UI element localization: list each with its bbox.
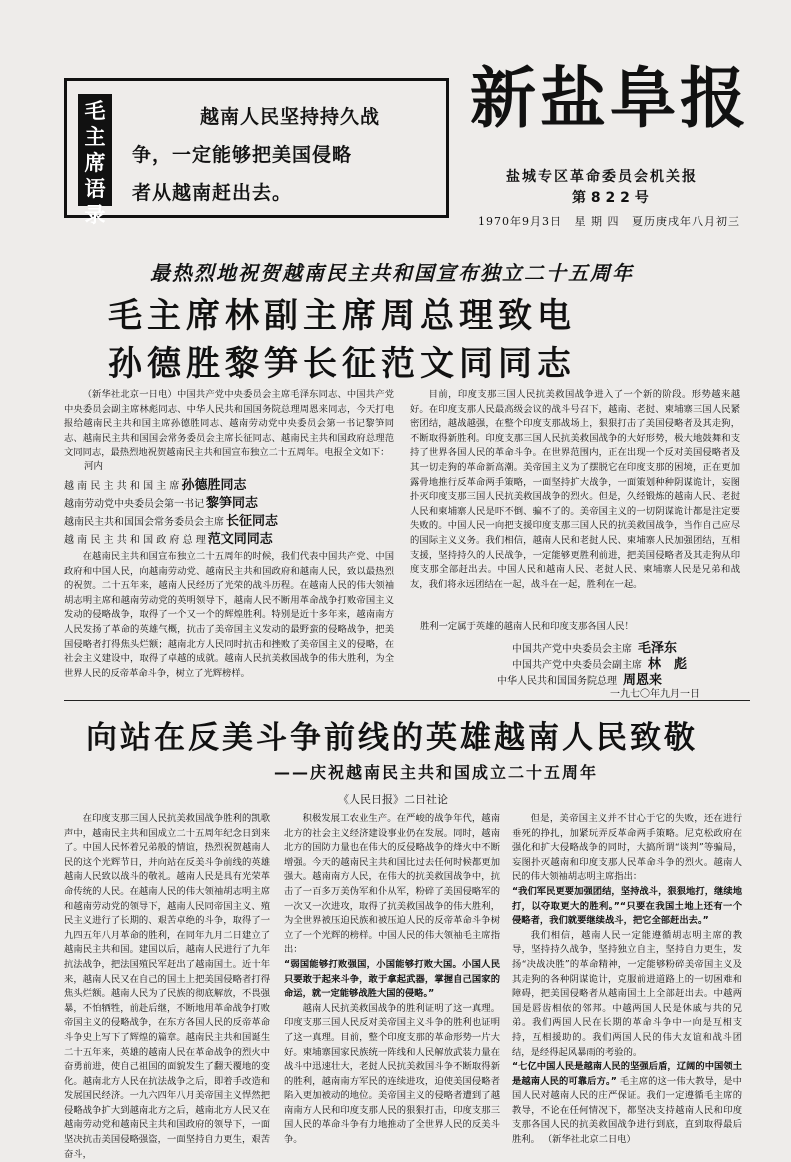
editorial-column-3: 但是，美帝国主义并不甘心于它的失败，还在进行垂死的挣扎，加紧玩弄反革命两手策略。尼克松政府在强化和扩大侵略战争的同时，大搞所谓“谈判”等骗局，妄图扑灭越南和印度支那人民革命斗争的烈火。越南人民的伟大领袖胡志明主席指出： “我们军民更要加强团结，坚持战斗，狠狠地打，继续地打，以夺取更大的胜利。”“只要在我国土地上还有一个侵略者，我们就要继续战斗，把它全部赶出去。” 我们相信，越南人民一定能遵循胡志明主席的教导，坚持持久战争，坚持独立自主，坚持自力更生，发扬“决战决胜”的革命精神，一定能够粉碎美帝国主义及其走狗的各种阴谋诡计，克服前进道路上的一切困难和障碍，把美国侵略者从越南国土上全部赶出去。中越两国是唇齿相依的邻邦。中越两国人民是休戚与共的兄弟。我们两国人民在长期的革命斗争中一向是互相支持，互相援助的。我们两国人民的伟大友谊和战斗团结，是经得起风暴雨的考验的。 “七亿中国人民是越南人民的坚强后盾，辽阔的中国领土是越南人民的可靠后方。” 毛主席的这一伟大教导，是中国人民对越南人民的庄严保证。我们一定遵循毛主席的教导，不论在任何情况下，都坚决支持越南人民和印度支那各国人民的抗美救国战争进行到底，直到取得最后胜利。 （新华社北京二日电） — [512, 813, 742, 1146]
editorial-subtitle: ——庆祝越南民主共和国成立二十五周年 — [274, 763, 599, 782]
addressee-name: 孙德胜同志 — [181, 478, 247, 493]
addressee-name: 长征同志 — [226, 514, 279, 529]
telegram-lead: （新华社北京一日电）中国共产党中央委员会主席毛泽东同志、中国共产党中央委员会副主席林彪同志、中华人民共和国国务院总理周恩来同志，今天打电报给越南民主共和国主席孙德胜同志、越南劳动党中央委员会第一书记黎笋同志、越南民主共和国国会常务委员会主席长征同志、越南民主共和国政府总理范文同同志，最热烈地祝贺越南民主共和国宣布独立二十五周年。电报全文如下： — [64, 389, 394, 459]
telegram-body-left: 在越南民主共和国宣布独立二十五周年的时候，我们代表中国共产党、中国政府和中国人民，向越南劳动党、越南民主共和国政府和越南人民，致以最热烈的祝贺。二十五年来，越南人民经历了光荣的战斗历程。在越南人民的伟大领袖胡志明主席和越南劳动党的英明领导下，越南人民不断用革命战争打败帝国主义发动的侵略战争，取得了一个又一个的辉煌胜利。特别是近十多年来，越南南方人民发扬了革命的英雄气概，抗击了美帝国主义发动的最野蛮的侵略战争，把美国侵略者打得焦头烂额；越南北方人民同时抗击和挫败了美帝国主义的侵略，在社会主义建设中，取得了卓越的成就。越南人民抗美救国战争的伟大胜利，为全世界人民的反帝革命斗争，树立了光辉榜样。 — [64, 551, 394, 679]
date-line — [478, 213, 748, 229]
signatory-name: 周恩来 — [623, 673, 663, 688]
lunar-date: 夏历庚戌年八月初三 — [632, 215, 740, 228]
editorial-byline: 《人民日报》二日社论 — [338, 793, 448, 806]
news-source: （新华社北京二日电） — [542, 1134, 636, 1146]
weekday: 星 期 四 — [574, 215, 620, 228]
telegram-to: 河内 — [84, 461, 104, 472]
editorial-title: 向站在反美斗争前线的英雄越南人民致敬 — [86, 720, 698, 756]
editorial-column-2: 积极发展工农业生产。在严峻的战争年代，越南北方的社会主义经济建设事业仍在发展。同时，越南北方的国防力量也在伟大的反侵略战争的烽火中不断增强。今天的越南民主共和国比过去任何时候都更加强大。越南南方人民，在伟大的抗美救国战争中，抗击了一百多万美伪军和仆从军，粉碎了美国侵略军的一次又一次进攻，取得了抗美救国战争的伟大胜利，为全世界被压迫民族和被压迫人民的反帝革命斗争树立了一个光辉的榜样。中国人民的伟大领袖毛主席指出： “弱国能够打败强国，小国能够打败大国。小国人民只要敢于起来斗争，敢于拿起武器，掌握自己国家的命运，就一定能够战胜大国的侵略。” 越南人民抗美救国战争的胜利证明了这一真理。印度支那三国人民反对美帝国主义斗争的胜利也证明了这一真理。目前，整个印度支那的革命形势一片大好。柬埔寨国家民族统一阵线和人民解放武装力量在战斗中迅速壮大，老挝人民抗美救国斗争不断取得新的胜利，越南南方军民的连续进攻，迫使美国侵略者陷入更加被动的地位。美帝国主义的侵略者遭到了越南南方人民和印度支那人民的狠狠打击，印度支那三国人民的革命斗争有力地推动了全世界人民的反美斗争。 — [284, 813, 500, 1146]
signatory-name: 林 彪 — [648, 657, 688, 672]
telegram-closing: 胜利一定属于英雄的越南人民和印度支那各国人民！ — [420, 621, 634, 632]
addressee-row: 越 南 民 主 共 和 国 政 府 总 理 范文同同志 — [64, 532, 273, 547]
newspaper-title: 新盐阜报 — [470, 60, 750, 137]
issue-number: 第 8 2 2 号 — [572, 190, 649, 206]
mao-quote: “弱国能够打败强国，小国能够打败大国。小国人民只要敢于起来斗争，敢于拿起武器，掌握自己国家的命运，就一定能够战胜大国的侵略。” — [284, 958, 500, 1000]
signatory-row: 中华人民共和国国务院总理 周恩来 — [497, 673, 663, 688]
chairman-quote: 越南人民坚持持久战 争，一定能够把美国侵略 者从越南赶出去。 — [132, 106, 381, 204]
ho-chi-minh-quote: “我们军民更要加强团结，坚持战斗，狠狠地打，继续地打，以夺取更大的胜利。”“只要在我国土地上还有一个侵略者，我们就要继续战斗，把它全部赶出去。” — [512, 885, 742, 927]
addressee-row: 越南民主共和国国会常务委员会主席 长征同志 — [64, 514, 279, 529]
quotation-label: 毛 主 席 语 录 — [78, 94, 112, 206]
editorial-column-1: 在印度支那三国人民抗美救国战争胜利的凯歌声中，越南民主共和国成立二十五周年纪念日到来了。中国人民怀着兄弟般的情谊，热烈祝贺越南人民的这个光辉节日，并向站在反美斗争前线的英雄越南人民致以战斗的敬礼。越南人民是具有光荣革命传统的人民。在越南人民的伟大领袖胡志明主席和越南劳动党的领导下，越南人民同帝国主义、殖民主义进行了长期的、艰苦卓绝的斗争，取得了一九四五年八月革命的胜利，在同年九月二日建立了越南民主共和国。建国以后，越南人民进行了九年抗法战争，把法国殖民军赶出了越南国土。近十年来，越南人民又在自己的国土上把美国侵略者打得焦头烂额。越南人民为了民族的彻底解放，不畏强暴，不怕牺牲，前赴后继，不断地用革命战争打败帝国主义的侵略战争，在东方各国人民的反帝革命斗争史上写下了辉煌的篇章。越南民主共和国诞生二十五年来，英雄的越南人民在革命战争的烈火中奋勇前进，使自己祖国的面貌发生了翻天覆地的变化。越南北方人民在抗法战争之后，即着手改造和发展国民经济。一九六四年八月美帝国主义悍然把侵略战争扩大到越南北方之后，越南北方人民又在越南劳动党和越南民主共和国政府的领导下，一面坚决抗击美国侵略强盗，一面坚持自力更生，艰苦奋斗， — [64, 813, 270, 1160]
telegram-body-right: 目前，印度支那三国人民抗美救国战争进入了一个新的阶段。形势越来越好。在印度支那人民最高级会议的战斗号召下，越南、老挝、柬埔寨三国人民紧密团结，越战越强，在整个印度支那战场上，狠狠打击了美国侵略者及其走狗，不断取得新胜利。印度支那三国人民抗美救国战争的大好形势，极大地鼓舞和支持了世界各国人民的革命斗争。在世界范围内，正在出现一个反对美国侵略者及其一切走狗的革命新高潮。美帝国主义为了摆脱它在印度支那的困境，正在更加露骨地推行反革命两手策略，一面坚持扩大战争，一面策划种种阴谋诡计，妄图扑灭印度支那三国人民抗美救国战争的烈火。但是，久经锻炼的越南人民、老挝人民和柬埔寨人民是吓不倒、骗不了的。美帝国主义的一切阴谋诡计都是注定要失败的。中国人民一向把支援印度支那三国人民的抗美救国战争，当作自己应尽的国际主义义务。我们相信，越南人民和老挝人民、柬埔寨人民加强团结，互相支援，坚持持久的人民战争，一定能够更胜利前进，把美国侵略者及其走狗从印度支那全部赶出去。中国人民和越南人民、老挝人民、柬埔寨人民是兄弟和战友，我们将永远团结在一起，战斗在一起，胜利在一起。 — [410, 389, 740, 590]
telegram-date: 一九七〇年九月一日 — [610, 689, 700, 700]
mao-quote-2: “七亿中国人民是越南人民的坚强后盾，辽阔的中国领土是越南人民的可靠后方。” — [512, 1061, 742, 1087]
addressee-name: 黎笋同志 — [206, 496, 259, 511]
issue-date: 1970年9月3日 — [478, 215, 562, 228]
headline-kicker: 最热烈地祝贺越南民主共和国宣布独立二十五周年 — [150, 261, 634, 285]
addressee-name: 范文同同志 — [207, 532, 273, 547]
signatory-row: 中国共产党中央委员会主席 毛泽东 — [512, 641, 678, 656]
addressee-row: 越南劳动党中央委员会第一书记 黎笋同志 — [64, 496, 259, 511]
addressee-row: 越 南 民 主 共 和 国 主 席 孙德胜同志 — [64, 478, 247, 493]
signatory-row: 中国共产党中央委员会副主席 林 彪 — [512, 657, 688, 672]
headline-line-2: 孙德胜黎笋长征范文同同志 — [108, 344, 576, 384]
publisher-line: 盐城专区革命委员会机关报 — [506, 169, 698, 185]
signatory-name: 毛泽东 — [638, 641, 678, 656]
section-divider — [64, 700, 750, 701]
headline-line-1: 毛主席林副主席周总理致电 — [108, 296, 576, 336]
